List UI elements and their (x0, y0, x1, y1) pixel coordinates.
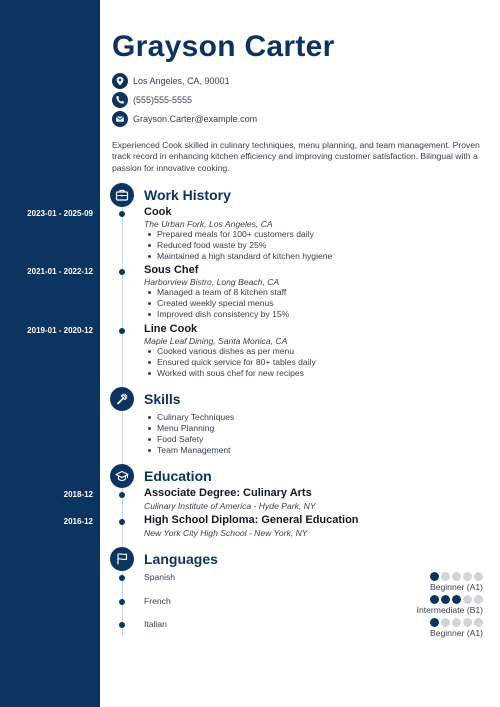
language-level: Beginner (A1) (429, 582, 483, 592)
email-text[interactable]: Grayson.Carter@example.com (133, 114, 258, 124)
timeline-dot (119, 492, 125, 498)
language-name: Italian (144, 619, 167, 629)
phone-icon (112, 92, 128, 108)
job-title: Sous Chef (144, 264, 199, 276)
rating-dot-empty (474, 618, 483, 627)
timeline-dot (119, 519, 125, 525)
list-item: Ensured quick service for 80+ tables daily (147, 357, 316, 368)
list-item: Created weekly special menus (147, 298, 289, 309)
degree-title: High School Diploma: General Education (144, 514, 359, 526)
rating-dot-empty (441, 572, 450, 581)
job-dates: 2023-01 - 2025-09 (27, 209, 93, 218)
rating-dot-empty (463, 595, 472, 604)
language-level: Beginner (A1) (429, 628, 483, 638)
list-item: Prepared meals for 100+ customers daily (147, 229, 332, 240)
graduation-cap-icon (110, 464, 134, 488)
section-title-education: Education (144, 468, 212, 484)
language-level: Intermediate (B1) (416, 605, 483, 615)
list-item: Culinary Techniques (147, 412, 234, 423)
professional-summary: Experienced Cook skilled in culinary techniques, menu planning, and team management. Proven track record in enhancing kitchen efficiency and improving customer satisfaction. Bilingual with a passion for innovative cooking. (112, 140, 480, 173)
candidate-name: Grayson Carter (112, 30, 335, 63)
job-employer: The Urban Fork, Los Angeles, CA (144, 219, 273, 229)
contact-phone (112, 92, 192, 108)
list-item: Menu Planning (147, 423, 234, 434)
rating-dot-empty (452, 572, 461, 581)
language-rating (430, 618, 483, 638)
list-item: Worked with sous chef for new recipes (147, 368, 316, 379)
rating-dot-filled (441, 595, 450, 604)
rating-dot-empty (474, 572, 483, 581)
job-bullets (147, 287, 289, 320)
timeline-dot (119, 328, 125, 334)
timeline-dot (119, 269, 125, 275)
timeline-dot (119, 599, 125, 605)
email-icon (112, 111, 128, 127)
job-dates: 2021-01 - 2022-12 (27, 267, 93, 276)
list-item: Improved dish consistency by 15% (147, 309, 289, 320)
job-title: Line Cook (144, 323, 198, 335)
language-rating (430, 572, 483, 592)
education-date: 2016-12 (63, 517, 93, 526)
rating-dots (430, 595, 483, 604)
rating-dots (430, 618, 483, 627)
job-employer: Maple Leaf Dining, Santa Monica, CA (144, 336, 288, 346)
language-name: French (144, 596, 171, 606)
language-name: Spanish (144, 572, 176, 582)
sidebar (0, 0, 100, 707)
section-title-work-history: Work History (144, 187, 231, 203)
skills-icon (110, 387, 134, 411)
language-rating (417, 595, 483, 615)
rating-dot-filled (430, 572, 439, 581)
rating-dot-empty (441, 618, 450, 627)
list-item: Food Safety (147, 434, 234, 445)
skills-list (147, 412, 234, 456)
timeline-dot (119, 622, 125, 628)
rating-dot-empty (452, 618, 461, 627)
list-item: Managed a team of 8 kitchen staff (147, 287, 289, 298)
contact-email (112, 111, 257, 127)
rating-dot-empty (463, 572, 472, 581)
section-title-languages: Languages (144, 551, 218, 567)
list-item: Cooked various dishes as per menu (147, 346, 316, 357)
timeline-dot (119, 211, 125, 217)
timeline-dot (119, 575, 125, 581)
flag-icon (110, 547, 134, 571)
address-text: Los Angeles, CA, 90001 (133, 76, 230, 86)
list-item: Maintained a high standard of kitchen hygiene (147, 251, 332, 262)
rating-dot-filled (430, 595, 439, 604)
rating-dot-filled (430, 618, 439, 627)
rating-dots (430, 572, 483, 581)
school-name: Culinary Institute of America - Hyde Park, NY (144, 501, 316, 511)
contact-address (112, 73, 230, 89)
job-dates: 2019-01 - 2020-12 (27, 326, 93, 335)
school-name: New York City High School - New York, NY (144, 528, 308, 538)
list-item: Team Management (147, 445, 234, 456)
job-bullets (147, 346, 316, 379)
section-title-skills: Skills (144, 391, 181, 407)
job-employer: Harborview Bistro, Long Beach, CA (144, 277, 280, 287)
location-icon (112, 73, 128, 89)
education-date: 2018-12 (63, 490, 93, 499)
rating-dot-empty (463, 618, 472, 627)
rating-dot-filled (452, 595, 461, 604)
list-item: Reduced food waste by 25% (147, 240, 332, 251)
phone-text: (555)555-5555 (133, 95, 193, 105)
degree-title: Associate Degree: Culinary Arts (144, 487, 312, 499)
briefcase-icon (110, 183, 134, 207)
job-title: Cook (144, 206, 172, 218)
job-bullets (147, 229, 332, 262)
rating-dot-empty (474, 595, 483, 604)
